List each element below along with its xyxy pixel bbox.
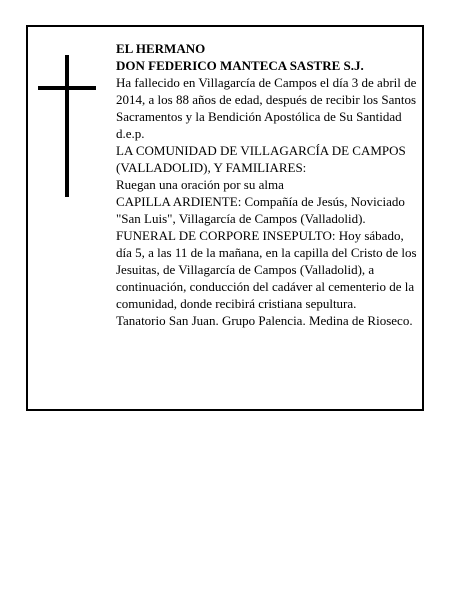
cross-vertical-bar: [65, 55, 69, 197]
deceased-name: DON FEDERICO MANTECA SASTRE S.J.: [116, 58, 364, 73]
notice-text-block: [116, 40, 422, 329]
funeral-info: FUNERAL DE CORPORE INSEPULTO: Hoy sábado, día 5, a las 11 de la mañana, en la capilla del Cristo de los Jesuitas, de Villagarcía de Campos (Valladolid), a continuación, conducción del cadáver al cementerio de la comunidad, donde recibirá cristiana sepultura.: [116, 228, 417, 311]
prayer-request: Ruegan una oración por su alma: [116, 177, 284, 192]
obituary-notice: [26, 25, 424, 411]
notice-heading-title: EL HERMANO: [116, 41, 206, 56]
rest-in-peace: d.e.p.: [116, 126, 145, 141]
funeral-home-info: Tanatorio San Juan. Grupo Palencia. Medina de Rioseco.: [116, 313, 413, 328]
cross-horizontal-bar: [38, 86, 96, 90]
death-announcement: Ha fallecido en Villagarcía de Campos el día 3 de abril de 2014, a los 88 años de edad, después de recibir los Santos Sacramentos y la Bendición Apostólica de Su Santidad: [116, 75, 417, 124]
chapel-info: CAPILLA ARDIENTE: Compañía de Jesús, Noviciado "San Luis", Villagarcía de Campos (Valladolid).: [116, 194, 405, 226]
family-signatories: LA COMUNIDAD DE VILLAGARCÍA DE CAMPOS (VALLADOLID), Y FAMILIARES:: [116, 143, 406, 175]
cross-icon: [38, 55, 96, 197]
